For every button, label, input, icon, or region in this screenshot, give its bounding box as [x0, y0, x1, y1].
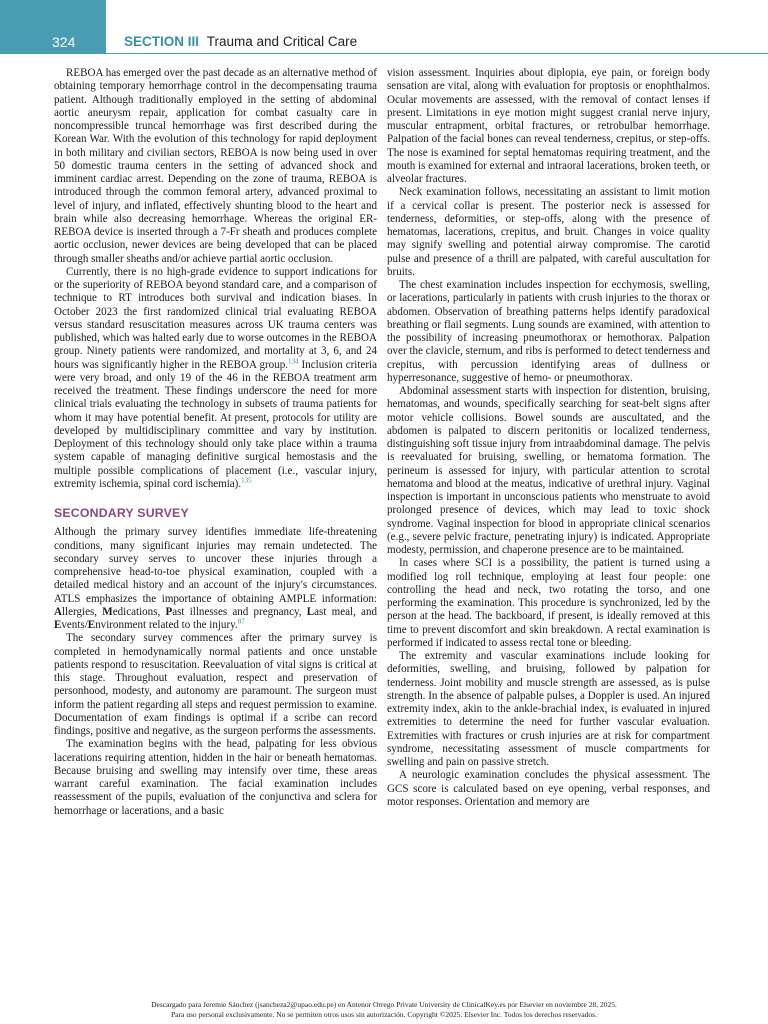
ample-word: nvironment related to the injury. [95, 619, 238, 631]
section-heading: SECONDARY SURVEY [54, 506, 189, 520]
running-header [124, 34, 357, 49]
paragraph: The secondary survey commences after the primary survey is completed in hemodynamically normal patients and once unstable patients respond to resuscitation. Reevaluation of vital signs is critical at this stage. Throughout evaluation, respect and preservation of personhood, modesty, and autonomy are paramount. The surgeon must inform the patient regarding all steps and request permission to examine. Documentation of exam findings is optimal if a scribe can record findings, positive and negative, as the surgeon performs the assessments. [54, 632, 377, 737]
paragraph: A neurologic examination concludes the physical assessment. The GCS score is calculated based on eye opening, verbal responses, and motor responses. Orientation and memory are [387, 769, 710, 808]
download-notice-footer [0, 1000, 768, 1019]
page-number: 324 [52, 34, 76, 50]
ample-word: vents/ [61, 619, 88, 631]
ample-letter: P [165, 605, 173, 618]
paragraph-text: Currently, there is no high-grade evidence to support indications for or the superiority of REBOA beyond standard care, and a comparison of technique to RT introduces both survival and indication biases. In October 2023 the first randomized clinical trial evaluating REBOA versus standard resuscitation measures across UK trauma centers was published, which was halted early due to worse outcomes in the REBOA group. Ninety patients were randomized, and mortality at 3, 6, and 24 hours was significantly higher in the REBOA group. [54, 265, 377, 371]
section-title: Trauma and Critical Care [206, 34, 358, 49]
paragraph: vision assessment. Inquiries about diplopia, eye pain, or foreign body sensation are vital, along with evaluation for proptosis or enophthalmos. Ocular movements are assessed, with the removal of contact lenses if present. Limitations in eye motion might suggest cranial nerve injury, muscular entrapment, orbital fractures, or retrobulbar hemorrhage. Palpation of the facial bones can reveal tenderness, crepitus, or step-offs. The nose is examined for septal hematomas requiring treatment, and the mouth is examined for external and intraoral lacerations, broken teeth, or alveolar fractures. [387, 67, 710, 185]
ample-letter: L [306, 605, 315, 618]
footer-line: Descargado para Jeremie Sánchez (jsancheza2@upao.edu.pe) en Antenor Orrego Private University de ClinicalKey.es por Elsevier en noviembre 28, 2025. [151, 1000, 617, 1009]
footer-line: Para uso personal exclusivamente. No se permiten otros usos sin autorización. Copyright ©2025. Elsevier Inc. Todos los derechos reservados. [171, 1009, 597, 1019]
paragraph: Abdominal assessment starts with inspection for distention, bruising, hematomas, and wounds, specifically searching for seat-belt signs after motor vehicle collisions. Bowel sounds are auscultated, and the abdomen is palpated to discern peritonitis or localized tenderness, distinguishing soft tissue injury from intraabdominal damage. The pelvis is reevaluated for bruising, swelling, or hematoma formation. The perineum is assessed for injury, with particular attention to scrotal hematoma and blood at the meatus, indicative of urethral injury. Vaginal inspection is important in unconscious patients who menstruate to avoid prolonged presence of devices, which may lead to toxic shock syndrome. Vaginal inspection for blood in appropriate clinical scenarios (e.g., severe pelvic fracture, penetrating injury) is indicated. Appropriate modesty, permission, and chaperone presence are to be maintained. [387, 385, 710, 556]
paragraph [54, 526, 377, 632]
citation-ref: 135 [241, 476, 252, 485]
right-column [387, 67, 710, 809]
ample-word: ast meal, and [314, 605, 378, 618]
paragraph: The examination begins with the head, palpating for less obvious lacerations requiring attention, hidden in the hair or beneath hematomas. Because bruising and swelling may intensify over time, these areas warrant careful examination. The facial examination includes reassessment of the pupils, evaluation of the conjunctiva and sclera for hemorrhage or lacerations, and a basic [54, 738, 377, 817]
citation-ref: 134 [288, 356, 299, 365]
ample-letter: E [54, 619, 62, 631]
ample-word: llergies, [61, 605, 103, 618]
paragraph-text: Although the primary survey identifies immediate life-threatening conditions, many significant injuries may remain undetected. The secondary survey serves to uncover these injuries through a comprehensive head-to-toe physical examination, coupled with a detailed medical history and an account of the injury's circumstances. ATLS emphasizes the importance of obtaining AMPLE information: [54, 526, 377, 605]
paragraph-text: Inclusion criteria were very broad, and only 19 of the 46 in the REBOA treatment arm received the treatment. These findings underscore the need for more clinical trials evaluating the technology in subsets of trauma patients for whom it may have potential benefit. At present, protocols for utility are developed by multidisciplinary committee and vary by institution. Deployment of this technology should only take place within a trauma system capable of managing definitive surgical hemostasis and the multiple possible complications of placement (i.e., vascular injury, extremity ischemia, spinal cord ischemia). [54, 358, 377, 490]
paragraph: The extremity and vascular examinations include looking for deformities, swelling, and bruising, followed by palpation for tenderness. Joint mobility and muscle strength are assessed, as is pulse strength. In the absence of palpable pulses, a Doppler is used. An injured extremity index, akin to the ankle-brachial index, is evaluated in injured extremities to determine the need for further vascular evaluation. Extremities with fractures or crush injuries are at risk for compartment syndrome, necessitating assessment of muscle compartments for swelling and pain on passive stretch. [387, 650, 710, 768]
paragraph: REBOA has emerged over the past decade as an alternative method of obtaining temporary hemorrhage control in the decompensating trauma patient. Although traditionally employed in the setting of abdominal aortic aneurysm repair, application for combat casualty care in noncompressible truncal hemorrhage was first described during the Korean War. With the evolution of this technology for rapid deployment in both military and civilian sectors, REBOA is now being used in over 50 domestic trauma centers in the setting of advanced shock and imminent cardiac arrest. Depending on the zone of trauma, REBOA is introduced through the common femoral artery, advanced proximal to level of injury, and inflated, effectively shunting blood to the heart and brain while also decreasing hemorrhage. Whereas the original ER-REBOA device is inserted through a 7-Fr sheath and produces complete aortic occlusion, newer devices are being developed that can be placed through smaller sheaths and/or achieve partial aortic occlusion. [54, 67, 377, 265]
citation-ref: 87 [237, 617, 245, 626]
paragraph [54, 266, 377, 491]
section-label: SECTION III [124, 34, 200, 49]
paragraph: The chest examination includes inspection for ecchymosis, swelling, or lacerations, particularly in patients with crush injuries to the thorax or abdomen. Observation of breathing patterns helps identify paradoxical breathing or flail segments. Lung sounds are examined, with attention to the possibility of increasing pneumothorax or hemothorax. Palpation over the clavicle, sternum, and ribs is performed to detect tenderness and crepitus, with percussion identifying areas of dullness or hyperresonance, suggestive of hemo- or pneumothorax. [387, 279, 710, 384]
paragraph: In cases where SCI is a possibility, the patient is turned using a modified log roll technique, employing at least four people: one controlling the head and neck, two rotating the torso, and one performing the examination. This procedure is synchronized, led by the person at the head. The backboard, if present, is ideally removed at this time to prevent discomfort and skin breakdown. A rectal examination is performed if indicated to assess rectal tone or bleeding. [387, 557, 710, 649]
header-rule [106, 53, 768, 54]
ample-letter: A [54, 605, 62, 618]
left-column [54, 67, 377, 818]
paragraph: Neck examination follows, necessitating an assistant to limit motion if a cervical collar is present. The posterior neck is assessed for tenderness, deformities, or step-offs, along with the presence of hematomas, lacerations, crepitus, and bruit. Changes in voice quality may signify swelling and potential airway compromise. The carotid pulse and presence of a thrill are palpated, with careful auscultation for bruits. [387, 186, 710, 278]
ample-word: edications, [112, 605, 166, 618]
ample-letter: M [102, 605, 113, 618]
ample-letter: E [87, 619, 96, 631]
ample-word: ast illnesses and pregnancy, [172, 605, 307, 618]
